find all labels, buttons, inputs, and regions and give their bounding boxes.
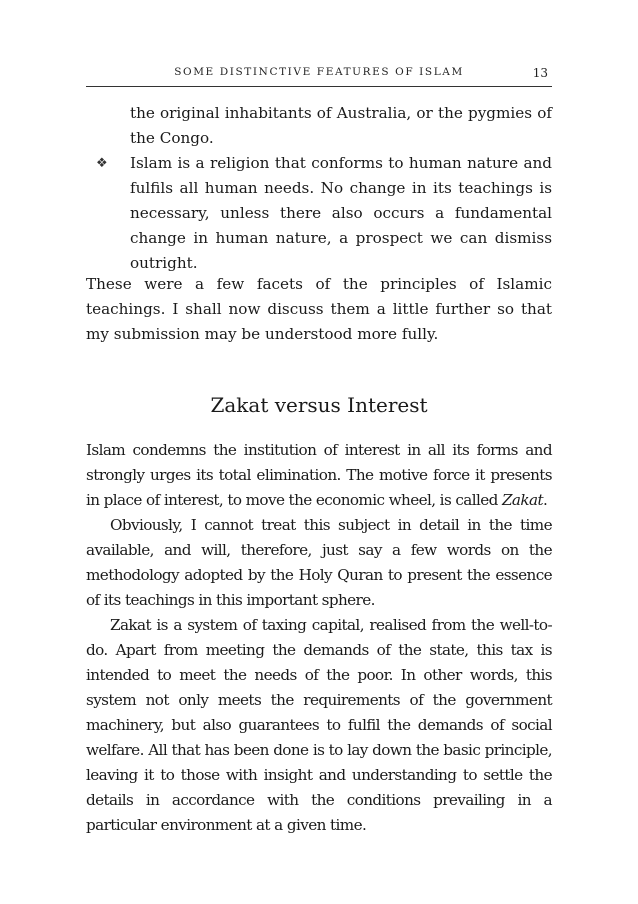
running-title: SOME DISTINCTIVE FEATURES OF ISLAM bbox=[174, 66, 464, 78]
italic-term: Zakat bbox=[501, 491, 543, 509]
section-heading: Zakat versus Interest bbox=[210, 393, 428, 417]
intro-paragraph: These were a few facets of the principles of Islamic teachings. I shall now discuss them a little further so that my submission may be understood more fully. bbox=[86, 275, 552, 343]
bullet-continuation: the original inhabitants of Australia, or the pygmies of the Congo. bbox=[130, 104, 552, 147]
paragraph-text: Islam condemns the institution of interest in all its forms and strongly urges its total elimination. The motive force it presents in place of interest, to move the economic wheel, is called bbox=[86, 441, 552, 509]
bullet-list bbox=[86, 101, 552, 276]
diamond-bullet-icon: ❖ bbox=[96, 156, 108, 171]
paragraph bbox=[86, 438, 552, 513]
paragraph: Obviously, I cannot treat this subject in detail in the time available, and will, therefore, just say a few words on the methodology adopted by the Holy Quran to present the essence of its teachings in this important sphere. bbox=[86, 516, 552, 609]
header-rule bbox=[86, 86, 552, 87]
paragraph: Zakat is a system of taxing capital, realised from the well-to- do. Apart from meeting the demands of the state, this tax is intended to meet the needs of the poor. In other words, this system not only meets the requirements of the government machinery, but also guarantees to fulfil the demands of social welfare. All that has been done is to lay down the basic principle, leaving it to those with insight and understanding to settle the details in accordance with the conditions prevailing in a particular environment at a given time. bbox=[86, 616, 552, 834]
running-header bbox=[86, 66, 552, 84]
bullet-text: Islam is a religion that conforms to human nature and fulfils all human needs. No change in its teachings is necessary, unless there also occurs a fundamental change in human nature, a prospect we can dismiss outright. bbox=[130, 154, 552, 272]
section-body bbox=[86, 438, 552, 838]
page-number: 13 bbox=[532, 66, 548, 80]
paragraph-end: . bbox=[542, 491, 548, 509]
list-item bbox=[86, 151, 552, 276]
